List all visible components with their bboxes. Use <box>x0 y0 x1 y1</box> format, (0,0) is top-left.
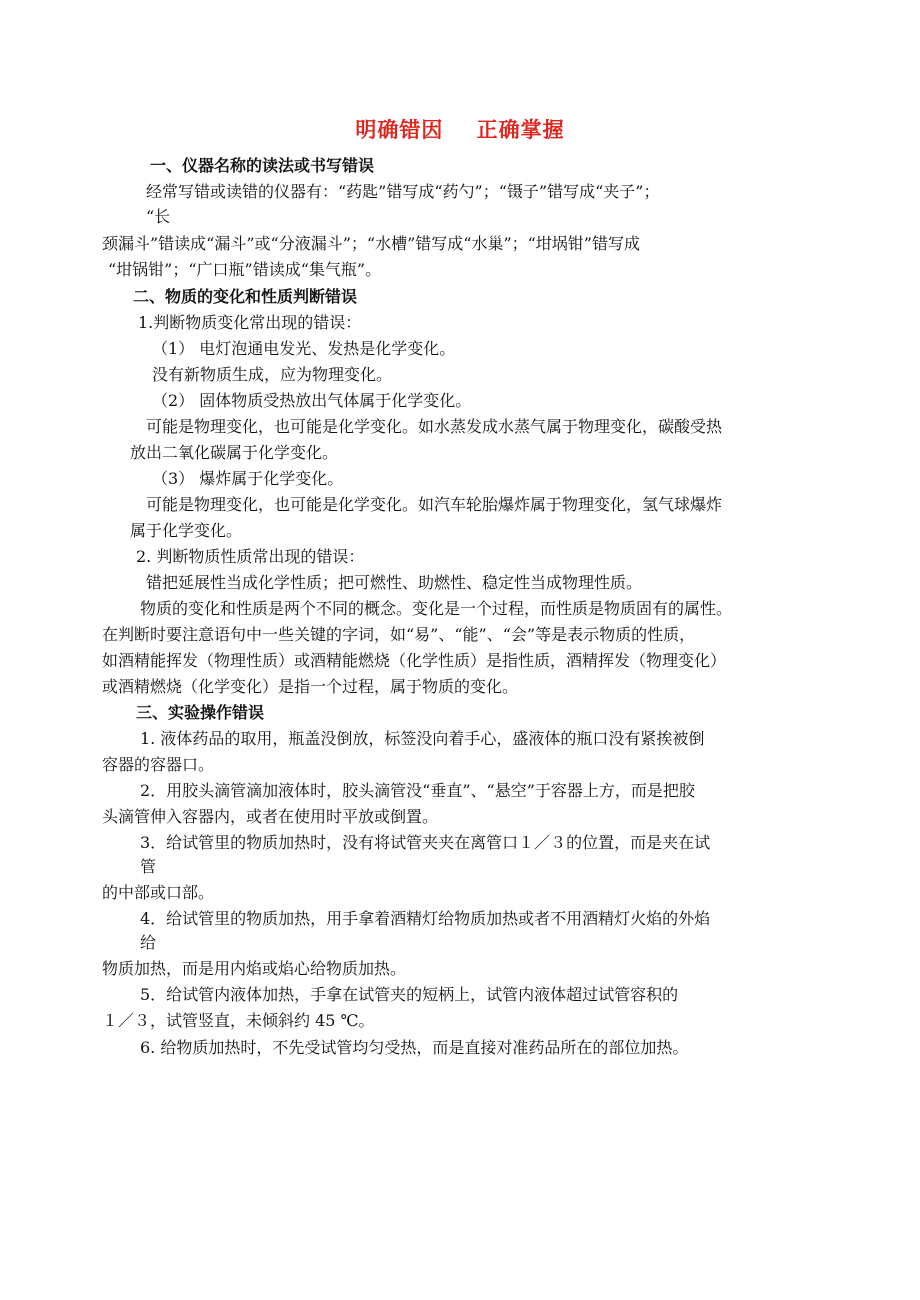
paragraph-line: １／３，试管竖直，未倾斜约 45 ℃。 <box>102 1011 375 1030</box>
paragraph-line: 没有新物质生成，应为物理变化。 <box>152 365 393 384</box>
paragraph-line: 给 <box>140 933 157 952</box>
paragraph-line: （3） 爆炸属于化学变化。 <box>152 469 344 488</box>
document-title: 明确错因 正确掌握 <box>355 117 565 142</box>
paragraph-line: 或酒精燃烧（化学变化）是指一个过程，属于物质的变化。 <box>102 677 519 696</box>
paragraph-line: 1.判断物质变化常出现的错误： <box>138 313 362 332</box>
paragraph-line: 物质加热，而是用内焰或焰心给物质加热。 <box>102 959 407 978</box>
paragraph-line: 4．给试管里的物质加热，用手拿着酒精灯给物质加热或者不用酒精灯火焰的外焰 <box>140 909 711 928</box>
paragraph-line: “长 <box>146 207 171 226</box>
paragraph-line: 可能是物理变化，也可能是化学变化。如水蒸发成水蒸气属于物理变化，碳酸受热 <box>146 417 723 436</box>
paragraph-line: 头滴管伸入容器内，或者在使用时平放或倒置。 <box>102 807 439 826</box>
paragraph-line: 2. 判断物质性质常出现的错误： <box>136 547 365 566</box>
paragraph-line: 1. 液体药品的取用，瓶盖没倒放，标签没向着手心，盛液体的瓶口没有紧挨被倒 <box>140 729 705 748</box>
paragraph-line: 3．给试管里的物质加热时，没有将试管夹夹在离管口１／３的位置，而是夹在试 <box>140 833 711 852</box>
paragraph-line: 如酒精能挥发（物理性质）或酒精能燃烧（化学性质）是指性质，酒精挥发（物理变化） <box>102 651 727 670</box>
paragraph-line: 的中部或口部。 <box>102 883 215 902</box>
paragraph-line: 5．给试管内液体加热，手拿在试管夹的短柄上，试管内液体超过试管容积的 <box>140 985 679 1004</box>
paragraph-line: （2） 固体物质受热放出气体属于化学变化。 <box>152 391 472 410</box>
paragraph-line: 容器的容器口。 <box>102 755 215 774</box>
paragraph-line: 经常写错或读错的仪器有：“药匙”错写成“药勺”；“镊子”错写成“夹子”； <box>146 182 660 201</box>
paragraph-line: 属于化学变化。 <box>130 521 243 540</box>
paragraph-line: 6. 给物质加热时，不先受试管均匀受热，而是直接对准药品所在的部位加热。 <box>140 1038 689 1057</box>
paragraph-line: 管 <box>140 857 157 876</box>
section-heading: 二、物质的变化和性质判断错误 <box>133 287 358 306</box>
paragraph-line: “坩锅钳”；“广口瓶”错读成“集气瓶”。 <box>108 260 382 279</box>
paragraph-line: 可能是物理变化，也可能是化学变化。如汽车轮胎爆炸属于物理变化，氢气球爆炸 <box>146 495 723 514</box>
paragraph-line: 2．用胶头滴管滴加液体时，胶头滴管没“垂直”、“悬空”于容器上方，而是把胶 <box>140 781 695 800</box>
paragraph-line: 错把延展性当成化学性质；把可燃性、助燃性、稳定性当成物理性质。 <box>146 573 643 592</box>
paragraph-line: 颈漏斗”错读成“漏斗”或“分液漏斗”；“水槽”错写成“水巢”；“坩埚钳”错写成 <box>102 234 640 253</box>
paragraph-line: （1） 电灯泡通电发光、发热是化学变化。 <box>152 339 456 358</box>
paragraph-line: 在判断时要注意语句中一些关键的字词，如“易”、“能”、“会”等是表示物质的性质， <box>102 625 696 644</box>
section-heading: 三、实验操作错误 <box>136 703 265 722</box>
paragraph-line: 放出二氧化碳属于化学变化。 <box>130 443 339 462</box>
section-heading: 一、仪器名称的读法或书写错误 <box>150 156 375 175</box>
paragraph-line: 物质的变化和性质是两个不同的概念。变化是一个过程，而性质是物质固有的属性。 <box>140 599 733 618</box>
